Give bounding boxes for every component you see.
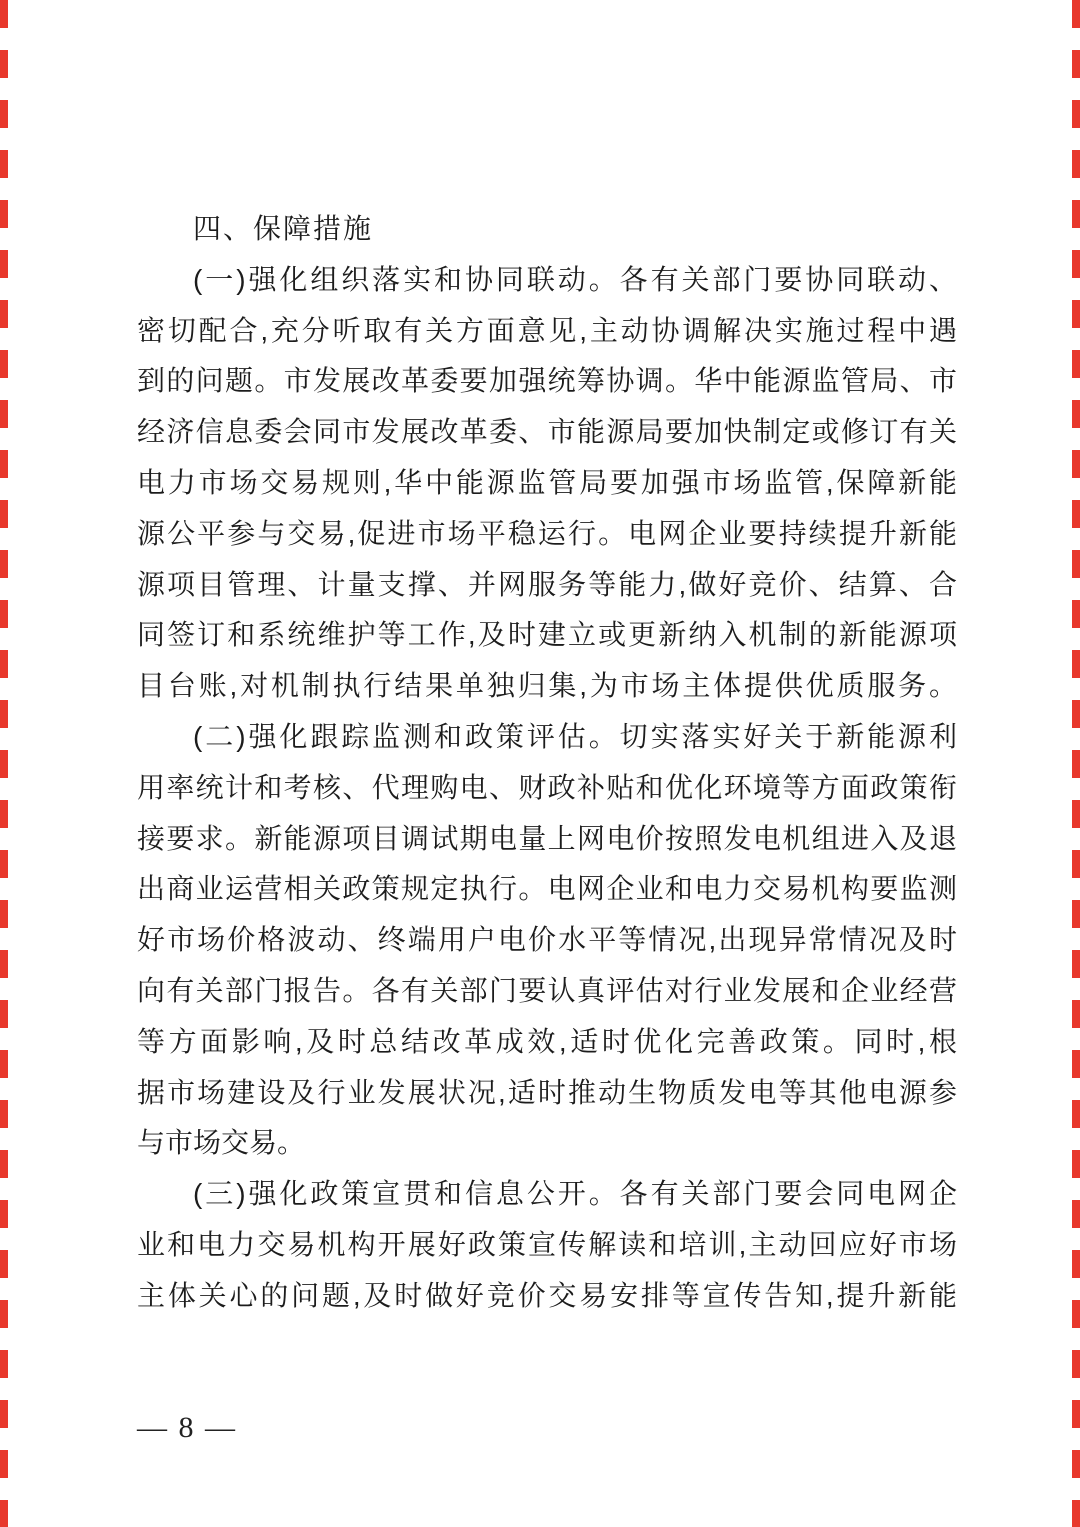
section-heading: 四、保障措施 xyxy=(193,213,374,244)
text-line: 等方面影响,及时总结改革成效,适时优化完善政策。同时,根 xyxy=(137,1025,957,1057)
text-line: 据市场建设及行业发展状况,适时推动生物质发电等其他电源参 xyxy=(137,1076,957,1108)
red-binding-marks-left xyxy=(0,0,8,1527)
text-line: 源公平参与交易,促进市场平稳运行。电网企业要持续提升新能 xyxy=(137,517,957,549)
text-line: 好市场价格波动、终端用户电价水平等情况,出现异常情况及时 xyxy=(137,924,957,956)
text-line: 主体关心的问题,及时做好竞价交易安排等宣传告知,提升新能 xyxy=(137,1279,957,1311)
text-line: 密切配合,充分听取有关方面意见,主动协调解决实施过程中遇 xyxy=(137,314,957,346)
text-line: (二)强化跟踪监测和政策评估。切实落实好关于新能源利 xyxy=(193,720,957,752)
text-line: 源项目管理、计量支撑、并网服务等能力,做好竞价、结算、合 xyxy=(137,568,957,600)
text-line: 同签订和系统维护等工作,及时建立或更新纳入机制的新能源项 xyxy=(137,619,957,651)
text-line: 电力市场交易规则,华中能源监管局要加强市场监管,保障新能 xyxy=(137,466,957,498)
text-line: 经济信息委会同市发展改革委、市能源局要加快制定或修订有关 xyxy=(137,416,957,448)
page-number: — 8 — xyxy=(137,1411,237,1444)
text-line: 到的问题。市发展改革委要加强统筹协调。华中能源监管局、市 xyxy=(137,365,957,397)
text-line: 接要求。新能源项目调试期电量上网电价按照发电机组进入及退 xyxy=(137,822,957,854)
text-line: 与市场交易。 xyxy=(137,1127,306,1159)
text-line: 出商业运营相关政策规定执行。电网企业和电力交易机构要监测 xyxy=(137,873,957,905)
text-line: (一)强化组织落实和协同联动。各有关部门要协同联动、 xyxy=(193,263,957,295)
text-line: 目台账,对机制执行结果单独归集,为市场主体提供优质服务。 xyxy=(137,670,957,702)
text-line: (三)强化政策宣贯和信息公开。各有关部门要会同电网企 xyxy=(193,1178,957,1210)
text-line: 用率统计和考核、代理购电、财政补贴和优化环境等方面政策衔 xyxy=(137,771,957,803)
red-binding-marks-right xyxy=(1072,0,1080,1527)
text-line: 业和电力交易机构开展好政策宣传解读和培训,主动回应好市场 xyxy=(137,1228,957,1260)
text-line: 向有关部门报告。各有关部门要认真评估对行业发展和企业经营 xyxy=(137,974,957,1006)
document-text-block xyxy=(137,204,957,1322)
